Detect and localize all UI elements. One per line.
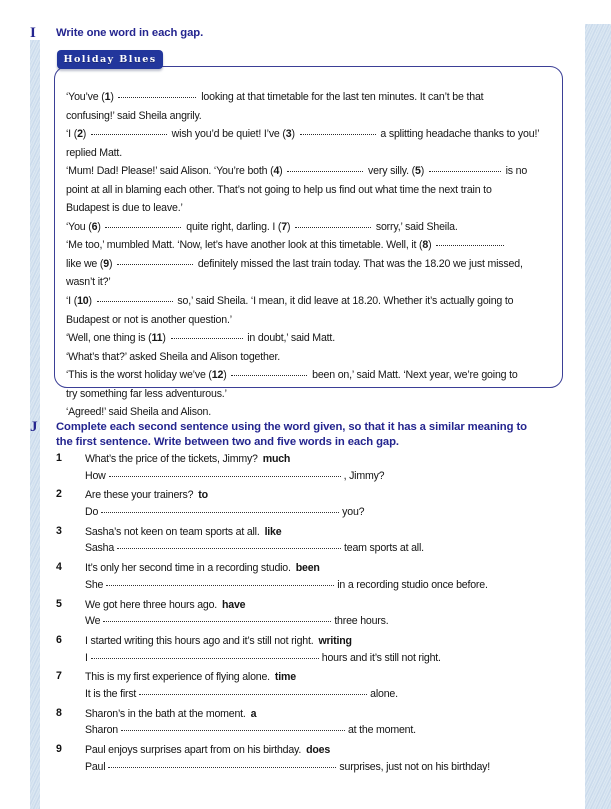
story-line [66, 162, 558, 181]
answer-gap[interactable] [105, 227, 181, 228]
item-prompt [85, 561, 566, 577]
key-word: to [198, 489, 208, 502]
prompt-sentence: What’s the price of the tickets, Jimmy? [85, 453, 258, 465]
item-prompt [85, 452, 566, 468]
story-line [66, 199, 558, 218]
story-text-run: confusing!’ said Sheila angrily. [66, 109, 202, 122]
story-text-run: try something far less adventurous.’ [66, 387, 227, 400]
story-text-run: ‘You’ve ( [66, 91, 105, 103]
answer-suffix: three hours. [334, 615, 389, 628]
item-answer-line [85, 759, 566, 775]
story-text-run: wish you’d be quiet! I’ve ( [168, 128, 286, 141]
answer-gap[interactable] [295, 227, 371, 228]
answer-prefix: Paul [85, 760, 106, 773]
exercise-j-item [56, 525, 566, 557]
item-prompt [85, 707, 566, 723]
answer-suffix: at the moment. [347, 724, 416, 737]
exercise-j-marker: J [30, 419, 38, 435]
story-line [66, 107, 558, 126]
prompt-sentence: We got here three hours ago. [85, 598, 218, 611]
key-word: writing [318, 634, 352, 647]
story-text-run: ) [110, 91, 117, 103]
story-line [66, 348, 558, 367]
story-text-run: ) [162, 332, 169, 345]
exercise-j-instruction: Complete each second sentence using the word given, so that it has a similar meaning to the first sentence. Write between two and five words in each gap. [56, 421, 527, 448]
story-text-run: so,’ said Sheila. ‘I mean, it did leave at 18.20. Whether it’s actually going to [174, 295, 514, 308]
story-line [66, 218, 558, 237]
answer-gap[interactable] [101, 512, 339, 513]
story-text-run: ) [286, 220, 294, 233]
item-prompt [85, 488, 566, 504]
answer-gap[interactable] [91, 134, 167, 135]
story-text-run: definitely missed the last train today. That was the 18.20 we just missed, [195, 257, 523, 270]
prompt-sentence: Paul enjoys surprises apart from on his birthday. [85, 744, 302, 757]
story-line [66, 311, 558, 330]
answer-gap[interactable] [109, 476, 341, 477]
answer-suffix: you? [342, 505, 365, 518]
answer-prefix: Sasha [85, 542, 115, 555]
story-text-run: is no [502, 165, 528, 178]
answer-prefix: We [85, 615, 101, 628]
key-word: a [250, 707, 257, 720]
story-text-run: ) [428, 239, 435, 252]
gap-number: 5 [414, 165, 421, 178]
story-text-run: ) [291, 128, 298, 141]
story-text-run: point at all in blaming each other. That’s not going to help us find out what time the next train to [66, 183, 492, 196]
story-text-run: ‘I ( [66, 295, 78, 308]
gap-number: 2 [77, 128, 83, 141]
exercise-j-item [56, 743, 566, 775]
story-text-run: ‘This is the worst holiday we’ve ( [66, 369, 212, 382]
exercise-i-marker: I [30, 25, 36, 41]
item-number: 7 [56, 670, 62, 683]
answer-prefix: It is the first [85, 687, 137, 700]
prompt-sentence: This is my first experience of flying alone. [85, 671, 270, 684]
story-text-run: ‘What’s that?’ asked Sheila and Alison together. [66, 350, 280, 363]
answer-prefix: How [85, 469, 106, 482]
item-answer-line [85, 468, 566, 484]
answer-gap[interactable] [121, 730, 345, 731]
story-text-run: ‘I ( [66, 128, 78, 141]
answer-prefix: She [85, 578, 104, 591]
gap-number: 7 [281, 220, 287, 233]
item-number: 9 [56, 743, 62, 756]
gap-number: 11 [151, 332, 163, 345]
gap-number: 9 [103, 257, 109, 270]
story-title-label: Holiday Blues [63, 54, 157, 65]
answer-suffix: in a recording studio once before. [337, 578, 488, 591]
story-line [66, 403, 558, 422]
answer-gap[interactable] [436, 245, 504, 246]
story-line [66, 144, 558, 163]
story-text-run: ) [223, 369, 230, 382]
answer-gap[interactable] [108, 767, 336, 768]
item-number: 5 [56, 597, 62, 610]
exercise-j-item [56, 452, 566, 484]
story-text-run: ) [97, 220, 104, 233]
answer-gap[interactable] [231, 375, 307, 376]
item-answer-line [85, 686, 566, 702]
answer-suffix: alone. [370, 687, 398, 700]
prompt-sentence: I started writing this hours ago and it’s still not right. [85, 634, 314, 647]
item-prompt [85, 634, 566, 650]
story-line [66, 125, 558, 144]
exercise-j-item [56, 598, 566, 630]
gap-number: 6 [91, 220, 98, 233]
prompt-sentence: Sharon’s in the bath at the moment. [85, 707, 246, 720]
story-line [66, 181, 558, 200]
item-number: 2 [56, 488, 62, 501]
story-line [66, 366, 558, 385]
story-passage [66, 88, 558, 422]
answer-prefix: Sharon [85, 724, 118, 737]
item-number: 6 [56, 633, 62, 646]
key-word: been [295, 562, 320, 575]
answer-prefix: I [85, 651, 88, 664]
story-text-run: in doubt,’ said Matt. [244, 332, 335, 345]
item-prompt [85, 598, 566, 614]
story-line [66, 236, 558, 255]
prompt-sentence: It’s only her second time in a recording studio. [85, 562, 291, 575]
answer-gap[interactable] [139, 694, 367, 695]
story-line [66, 255, 558, 274]
prompt-sentence: Are these your trainers? [85, 489, 194, 502]
item-answer-line [85, 650, 566, 666]
story-text-run: ) [420, 165, 427, 178]
key-word: does [306, 744, 331, 757]
story-line [66, 292, 558, 311]
story-text-run: like we ( [66, 257, 104, 270]
story-text-run: wasn’t it?’ [66, 276, 111, 289]
story-line [66, 88, 558, 107]
item-number: 3 [56, 524, 62, 537]
story-text-run: replied Matt. [66, 146, 122, 159]
story-line [66, 329, 558, 348]
story-text-run: ‘Agreed!’ said Sheila and Alison. [66, 406, 212, 419]
exercise-j-item [56, 670, 566, 702]
answer-suffix: team sports at all. [344, 542, 424, 555]
answer-suffix: hours and it’s still not right. [321, 651, 441, 664]
exercise-j-item [56, 488, 566, 520]
story-line [66, 273, 558, 292]
answer-suffix: surprises, just not on his birthday! [339, 760, 491, 773]
answer-gap[interactable] [300, 134, 376, 135]
answer-gap[interactable] [91, 658, 319, 659]
answer-gap[interactable] [106, 585, 334, 586]
story-text-run: been on,’ said Matt. ‘Next year, we’re going to [309, 369, 518, 382]
story-text-run: ‘Me too,’ mumbled Matt. ‘Now, let’s have another look at this timetable. Well, it ( [66, 239, 423, 252]
item-prompt [85, 743, 566, 759]
item-answer-line [85, 613, 566, 629]
story-text-run: very silly. ( [365, 165, 415, 178]
story-line [66, 385, 558, 404]
exercise-j-item [56, 707, 566, 739]
answer-prefix: Do [85, 505, 99, 518]
gap-number: 4 [273, 165, 280, 178]
gap-number: 12 [211, 369, 224, 382]
answer-gap[interactable] [117, 548, 341, 549]
answer-suffix: , Jimmy? [343, 469, 385, 482]
story-text-run: ‘Well, one thing is ( [66, 332, 152, 345]
story-title-tab [57, 50, 163, 69]
scanner-left-margin [0, 0, 30, 809]
answer-gap[interactable] [287, 171, 363, 172]
answer-gap[interactable] [117, 264, 193, 265]
story-text-run: Budapest or not is another question.’ [66, 313, 232, 326]
key-word: like [264, 525, 282, 538]
item-prompt [85, 525, 566, 541]
gap-number: 8 [422, 239, 429, 252]
answer-gap[interactable] [103, 621, 331, 622]
exercise-j-item-list [56, 452, 566, 780]
exercise-j-item [56, 634, 566, 666]
item-answer-line [85, 504, 566, 520]
gap-number: 1 [104, 91, 111, 103]
answer-gap[interactable] [97, 301, 173, 302]
story-text-run: a splitting headache thanks to you!’ [377, 128, 540, 141]
answer-gap[interactable] [171, 338, 243, 339]
exercise-i-instruction: Write one word in each gap. [56, 27, 204, 39]
gap-number: 10 [77, 295, 89, 308]
item-answer-line [85, 577, 566, 593]
answer-gap[interactable] [118, 97, 196, 98]
key-word: much [262, 453, 291, 465]
item-number: 8 [56, 706, 62, 719]
story-text-run: ) [88, 295, 95, 308]
item-number: 4 [56, 561, 62, 574]
item-answer-line [85, 540, 566, 556]
story-text-run: ) [82, 128, 89, 141]
key-word: time [274, 671, 296, 684]
story-text-run: ‘Mum! Dad! Please!’ said Alison. ‘You’re both ( [66, 165, 274, 178]
story-text-run: ) [108, 257, 116, 270]
story-text-run: Budapest is due to leave.’ [66, 202, 183, 215]
item-prompt [85, 670, 566, 686]
story-text-run: quite right, darling. I ( [183, 220, 282, 233]
story-text-run: ‘You ( [66, 220, 92, 233]
exercise-j-item [56, 561, 566, 593]
prompt-sentence: Sasha’s not keen on team sports at all. [85, 525, 260, 538]
key-word: have [222, 598, 246, 611]
answer-gap[interactable] [429, 171, 501, 172]
story-text-run: sorry,’ said Sheila. [373, 220, 458, 233]
story-text-run: looking at that timetable for the last ten minutes. It can’t be that [198, 91, 484, 103]
story-text-run: ) [279, 165, 286, 178]
item-number: 1 [56, 452, 62, 464]
item-answer-line [85, 722, 566, 738]
gap-number: 3 [285, 128, 292, 141]
